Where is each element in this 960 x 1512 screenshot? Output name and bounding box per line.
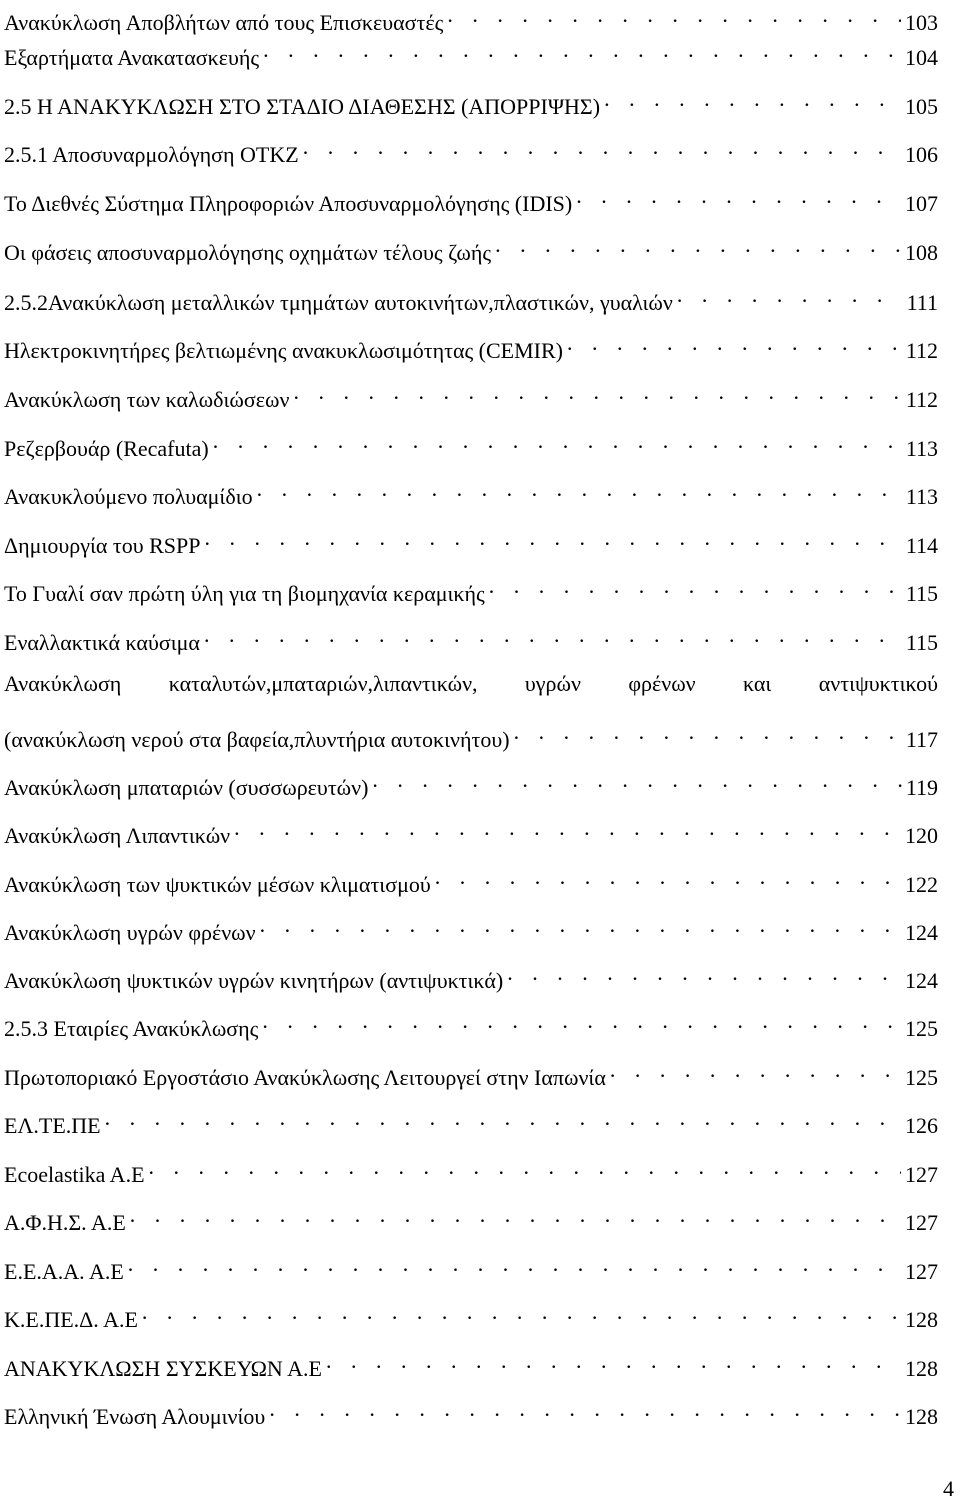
toc-entry-page: 103	[905, 10, 938, 35]
toc-entry	[4, 377, 938, 417]
toc-entry	[4, 474, 938, 514]
dot-leader	[485, 571, 902, 601]
dot-leader	[200, 620, 902, 650]
toc-entry-title: 2.5.1 Αποσυναρμολόγηση ΟΤΚΖ	[4, 142, 299, 167]
toc-entry-page: 120	[905, 823, 938, 848]
dot-leader	[201, 523, 902, 553]
toc-entry-page: 125	[905, 1065, 938, 1090]
toc-entry-title: Ρεζερβουάρ (Recafuta)	[4, 436, 209, 461]
toc-entry-page: 128	[905, 1356, 938, 1381]
toc-entry-title: Ανακύκλωση υγρών φρένων	[4, 920, 256, 945]
toc-entry	[4, 35, 938, 75]
toc-entry-page: 113	[905, 484, 938, 509]
toc-entry-title: Α.Φ.Η.Σ. Α.Ε	[4, 1210, 126, 1235]
toc-entry-page: 127	[905, 1210, 938, 1235]
toc-entry	[4, 669, 938, 709]
page-number: 4	[943, 1476, 954, 1501]
toc-entry-title: Ανακύκλωση Αποβλήτων από τους Επισκευαστές	[4, 10, 444, 35]
toc-entry	[4, 1200, 938, 1240]
dot-leader	[126, 1200, 901, 1230]
dot-leader	[101, 1103, 901, 1133]
toc-entry	[4, 1249, 938, 1289]
dot-leader	[606, 1055, 901, 1085]
toc-entry	[4, 1346, 938, 1386]
toc-entry-title: Ανακύκλωση Λιπαντικών	[4, 823, 231, 848]
toc-entry	[4, 1103, 938, 1143]
toc-entry-title: ΑΝΑΚΥΚΛΩΣΗ ΣΥΣΚΕΥΩΝ Α.Ε	[4, 1356, 322, 1381]
toc-entry-page: 124	[905, 968, 938, 993]
toc-entry-page: 105	[905, 94, 938, 119]
toc-entry-title: (ανακύκλωση νερού στα βαφεία,πλυντήρια αυτοκινήτου)	[4, 727, 510, 752]
toc-entry-title: ΕΛ.ΤΕ.ΠΕ	[4, 1113, 101, 1138]
toc-entry-title: Ecoelastika A.E	[4, 1162, 145, 1187]
dot-leader	[230, 813, 901, 843]
toc-entry-title: Πρωτοποριακό Εργοστάσιο Ανακύκλωσης Λειτουργεί στην Ιαπωνία	[4, 1065, 606, 1090]
toc-entry-title: Εναλλακτικά καύσιμα	[4, 630, 200, 655]
toc-entry	[4, 1152, 938, 1192]
toc-entry	[4, 1055, 938, 1095]
toc-entry	[4, 958, 938, 998]
dot-leader	[124, 1249, 901, 1279]
toc-entry	[4, 523, 938, 563]
toc-entry	[4, 910, 938, 950]
dot-leader	[299, 132, 901, 162]
dot-leader	[256, 910, 901, 940]
dot-leader	[368, 765, 901, 795]
dot-leader	[322, 1346, 901, 1376]
toc-entry-page: 104	[905, 45, 938, 70]
toc-entry	[4, 1006, 938, 1046]
toc-entry-page: 127	[905, 1259, 938, 1284]
toc-entry-title: Κ.Ε.ΠΕ.Δ. Α.Ε	[4, 1307, 138, 1332]
toc-entry	[4, 717, 938, 757]
dot-leader	[673, 280, 903, 310]
toc-entry-page: 114	[905, 533, 938, 558]
toc-entry	[4, 84, 938, 124]
toc-entry-title: Το Γυαλί σαν πρώτη ύλη για τη βιομηχανία κεραμικής	[4, 581, 485, 606]
toc-entry	[4, 765, 938, 805]
dot-leader	[289, 377, 901, 407]
toc-entry-page: 127	[905, 1162, 938, 1187]
toc-entry-title: 2.5.3 Εταιρίες Ανακύκλωσης	[4, 1016, 259, 1041]
toc-entry	[4, 1297, 938, 1337]
toc-entry-page: 124	[905, 920, 938, 945]
dot-leader	[145, 1152, 901, 1182]
toc-entry-title: 2.5.2Ανακύκλωση μεταλλικών τμημάτων αυτοκινήτων,πλαστικών, γυαλιών	[4, 290, 673, 315]
dot-leader	[563, 328, 902, 358]
dot-leader	[258, 1006, 901, 1036]
dot-leader	[491, 230, 901, 260]
toc-entry-title: Ανακύκλωση μπαταριών (συσσωρευτών)	[4, 775, 369, 800]
toc-entry-page: 119	[905, 775, 938, 800]
toc-entry-title: Ανακυκλούμενο πολυαμίδιο	[4, 484, 253, 509]
toc-entry	[4, 571, 938, 611]
toc-entry-title: Ηλεκτροκινητήρες βελτιωμένης ανακυκλωσιμότητας (CEMIR)	[4, 338, 564, 363]
dot-leader	[503, 958, 901, 988]
toc-entry-page: 106	[905, 142, 938, 167]
toc-entry-page: 128	[905, 1307, 938, 1332]
dot-leader	[600, 84, 901, 114]
toc-entry-title: Εξαρτήματα Ανακατασκευής	[4, 45, 260, 70]
dot-leader	[259, 35, 901, 65]
dot-leader	[443, 0, 901, 30]
toc-entry	[4, 0, 938, 40]
toc-entry-page: 126	[905, 1113, 938, 1138]
toc-entry-title: Ανακύκλωση των καλωδιώσεων	[4, 387, 290, 412]
toc-entry-page: 115	[905, 581, 938, 606]
toc-entry-title: Το Διεθνές Σύστημα Πληροφοριών Αποσυναρμολόγησης (IDIS)	[4, 191, 573, 216]
toc-entry-title: Ανακύκλωση καταλυτών,μπαταριών,λιπαντικών, υγρών φρένων και αντιψυκτικού	[4, 671, 938, 696]
toc-entry	[4, 1394, 938, 1434]
toc-entry-title: Ε.Ε.Α.Α. Α.Ε	[4, 1259, 124, 1284]
toc-entry-page: 108	[905, 240, 938, 265]
dot-leader	[510, 717, 902, 747]
toc-entry	[4, 328, 938, 368]
toc-entry-page: 112	[905, 387, 938, 412]
toc-entry-page: 117	[905, 727, 938, 752]
toc-entry	[4, 230, 938, 270]
toc-entry-title: Ανακύκλωση των ψυκτικών μέσων κλιματισμού	[4, 872, 431, 897]
toc-entry-title: Οι φάσεις αποσυναρμολόγησης οχημάτων τέλους ζωής	[4, 240, 492, 265]
toc-entry	[4, 813, 938, 853]
toc-entry	[4, 132, 938, 172]
toc-entry-title: Ανακύκλωση ψυκτικών υγρών κινητήρων (αντιψυκτικά)	[4, 968, 504, 993]
toc-entry-page: 113	[905, 436, 938, 461]
toc-entry-title: 2.5 Η ΑΝΑΚΥΚΛΩΣΗ ΣΤΟ ΣΤΑΔΙΟ ΔΙΑΘΕΣΗΣ (ΑΠΟΡΡΙΨΗΣ)	[4, 94, 601, 119]
toc-entry-page: 122	[905, 872, 938, 897]
dot-leader	[265, 1394, 901, 1424]
toc-entry	[4, 862, 938, 902]
toc-entry-page: 107	[905, 191, 938, 216]
dot-leader	[431, 862, 901, 892]
dot-leader	[572, 181, 901, 211]
toc-entry	[4, 426, 938, 466]
toc-entry-title: Δημιουργία του RSPP	[4, 533, 201, 558]
toc-entry-page: 115	[905, 630, 938, 655]
toc-entry-page: 128	[905, 1404, 938, 1429]
toc-entry-page: 112	[905, 338, 938, 363]
dot-leader	[138, 1297, 901, 1327]
toc-entry	[4, 280, 938, 320]
dot-leader	[253, 474, 902, 504]
toc-entry	[4, 620, 938, 660]
dot-leader	[209, 426, 902, 456]
toc-entry	[4, 181, 938, 221]
toc-entry-page: 111	[906, 290, 938, 315]
toc-entry-title: Ελληνική Ένωση Αλουμινίου	[4, 1404, 266, 1429]
toc-entry-page: 125	[905, 1016, 938, 1041]
